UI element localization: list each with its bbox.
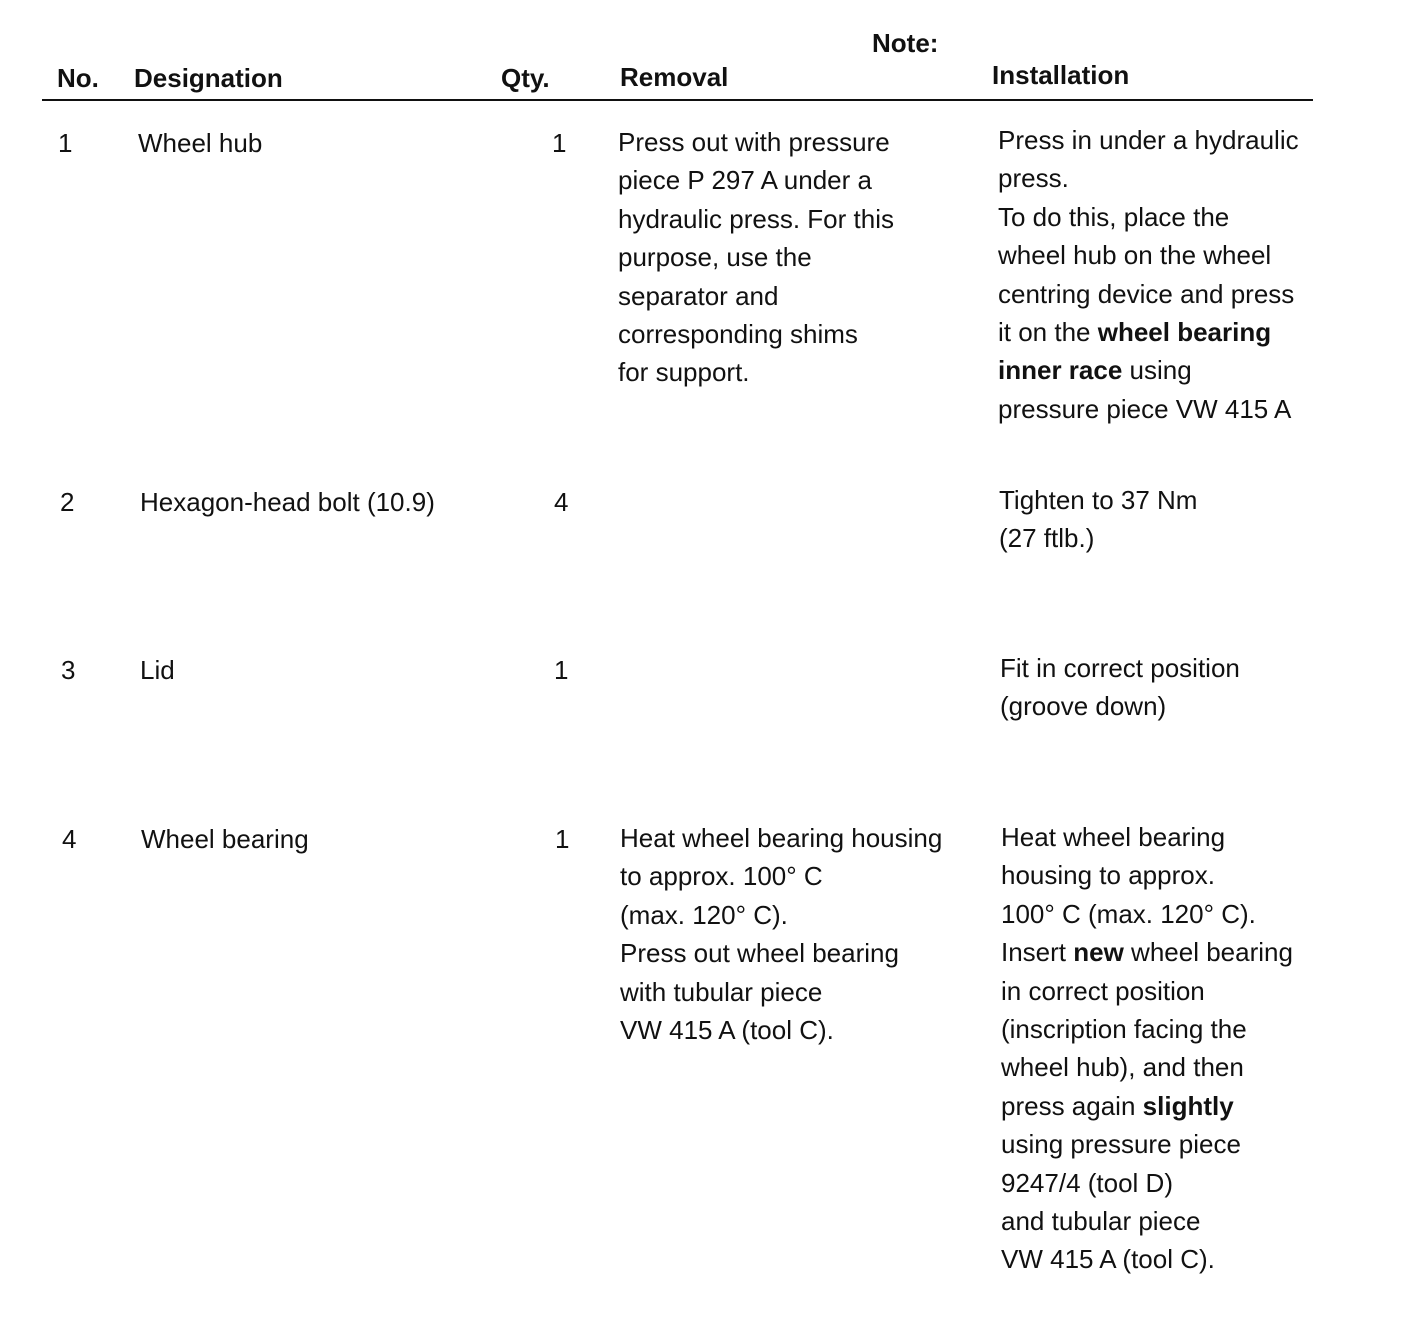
installation-line: using pressure piece [1001,1129,1241,1160]
row-2-designation: Hexagon-head bolt (10.9) [140,487,435,517]
column-header-installation: Installation [992,60,1130,90]
installation-line: Tighten to 37 Nm [999,485,1198,515]
removal-line: Heat wheel bearing housing [620,823,943,853]
installation-line: in correct position [1001,975,1205,1006]
installation-line: wheel hub on the wheel [998,240,1272,271]
row-3-designation: Lid [140,655,175,685]
installation-emphasis: slightly [1142,1090,1234,1121]
removal-line: Press out with pressure [618,127,890,157]
installation-line [998,351,1299,389]
installation-text: using [1122,355,1192,386]
installation-line: press. [998,163,1069,194]
installation-line: (inscription facing the [1001,1014,1247,1045]
removal-line: (max. 120° C). [620,899,788,930]
installation-line: To do this, place the [998,201,1230,232]
removal-line: purpose, use the [618,242,812,273]
row-4-no: 4 [62,824,77,854]
installation-line: centring device and press [998,278,1295,309]
installation-line: housing to approx. [1001,860,1215,891]
removal-line: separator and [618,280,779,311]
installation-line [998,313,1299,351]
installation-text: press again [1001,1090,1143,1121]
installation-line: Heat wheel bearing [1001,822,1226,852]
installation-text: wheel bearing [1123,937,1293,968]
column-header-designation: Designation [134,63,283,93]
row-1-qty: 1 [552,128,567,158]
removal-line: Press out wheel bearing [620,938,899,969]
row-3-no: 3 [61,655,76,685]
installation-line: wheel hub), and then [1001,1052,1244,1083]
row-4-qty: 1 [555,824,570,854]
installation-line [1001,933,1293,971]
removal-line: piece P 297 A under a [618,165,872,196]
installation-line: pressure piece VW 415 A [998,393,1292,424]
installation-line: 9247/4 (tool D) [1001,1167,1173,1198]
row-1-installation [998,121,1299,428]
installation-line: 100° C (max. 120° C). [1001,898,1256,929]
installation-emphasis: new [1073,937,1124,968]
header-divider [42,99,1313,101]
installation-emphasis: inner race [998,355,1123,386]
column-header-removal: Removal [620,62,729,92]
column-header-no: No. [57,63,99,93]
installation-line [1001,1087,1293,1125]
installation-line: Press in under a hydraulic [998,125,1299,155]
row-3-qty: 1 [554,655,569,685]
removal-line: with tubular piece [620,976,823,1007]
note-label: Note: [872,28,939,58]
installation-text: it on the [998,317,1098,348]
installation-emphasis: wheel bearing [1097,317,1272,348]
row-1-no: 1 [58,128,73,158]
row-4-installation [1001,818,1293,1279]
installation-line: and tubular piece [1001,1206,1201,1237]
installation-line: (groove down) [1000,691,1167,722]
row-2-installation [999,481,1197,558]
row-1-designation: Wheel hub [138,128,263,158]
removal-line: VW 415 A (tool C). [620,1015,834,1046]
row-3-installation [1000,649,1240,726]
installation-line: (27 ftlb.) [999,523,1095,554]
row-1-removal [618,123,894,392]
row-2-no: 2 [60,487,75,517]
column-header-qty: Qty. [501,63,550,93]
removal-line: corresponding shims [618,319,858,350]
removal-line: for support. [618,357,750,388]
installation-line: VW 415 A (tool C). [1001,1244,1215,1275]
removal-line: to approx. 100° C [620,861,823,892]
installation-text: Insert [1001,937,1074,968]
row-4-removal [620,819,942,1049]
removal-line: hydraulic press. For this [618,203,894,234]
installation-line: Fit in correct position [1000,653,1240,683]
row-2-qty: 4 [554,487,569,517]
row-4-designation: Wheel bearing [141,824,309,854]
